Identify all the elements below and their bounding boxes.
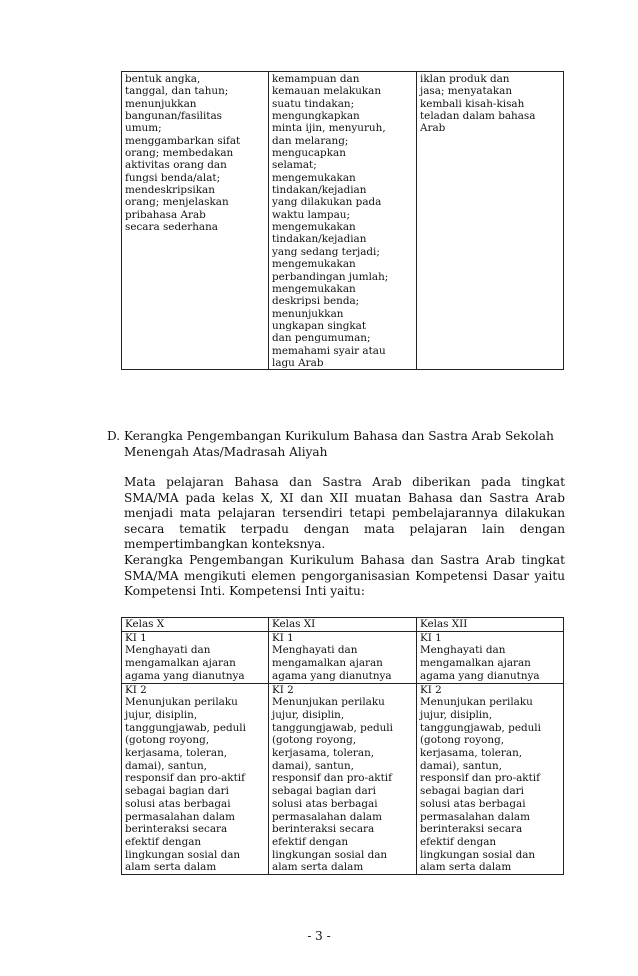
table-cell bbox=[417, 683, 564, 875]
ki-text: Menunjukan perilaku jujur, disiplin, tanggungjawab, peduli (gotong royong, kerjasama, toleran, damai), santun, responsif dan pro-aktif sebagai bagian dari solusi atas berbagai permasalahan dalam berinteraksi secara efektif dengan lingkungan sosial dan alam serta dalam bbox=[420, 696, 541, 874]
ki-text: Menunjukan perilaku jujur, disiplin, tanggungjawab, peduli (gotong royong, kerjasama, toleran, damai), santun, responsif dan pro-aktif sebagai bagian dari solusi atas berbagai permasalahan dalam berinteraksi secara efektif dengan lingkungan sosial dan alam serta dalam bbox=[125, 696, 246, 874]
ki-text: Menghayati dan mengamalkan ajaran agama yang dianutnya bbox=[125, 644, 245, 682]
ki-text: Menghayati dan mengamalkan ajaran agama yang dianutnya bbox=[420, 644, 540, 682]
table-row bbox=[122, 683, 564, 875]
table-cell: iklan produk dan jasa; menyatakan kembali kisah-kisah teladan dalam bahasa Arab bbox=[417, 72, 564, 370]
table-row bbox=[122, 631, 564, 683]
table-cell bbox=[122, 631, 269, 683]
column-header: Kelas XI bbox=[269, 618, 417, 632]
ki-label: KI 2 bbox=[125, 683, 147, 696]
table-row bbox=[122, 72, 564, 370]
table-cell bbox=[417, 631, 564, 683]
kompetensi-inti-table bbox=[121, 617, 564, 875]
ki-text: Menghayati dan mengamalkan ajaran agama yang dianutnya bbox=[272, 644, 392, 682]
table-cell bbox=[269, 683, 417, 875]
ki-label: KI 1 bbox=[272, 631, 294, 644]
section-title: Kerangka Pengembangan Kurikulum Bahasa dan Sastra Arab Sekolah Menengah Atas/Madrasah Aliyah bbox=[124, 429, 554, 459]
table-cell: bentuk angka, tanggal, dan tahun; menunjukkan bangunan/fasilitas umum; menggambarkan sifat orang; membedakan aktivitas orang dan fungsi benda/alat; mendeskripsikan orang; menjelaskan pribahasa Arab secara sederhana bbox=[122, 72, 269, 370]
column-header: Kelas X bbox=[122, 618, 269, 632]
column-header: Kelas XII bbox=[417, 618, 564, 632]
ki-label: KI 1 bbox=[125, 631, 147, 644]
ki-label: KI 1 bbox=[420, 631, 442, 644]
table-cell: kemampuan dan kemauan melakukan suatu tindakan; mengungkapkan minta ijin, menyuruh, dan melarang; mengucapkan selamat; mengemukakan tindakan/kejadian yang dilakukan pada waktu lampau; mengemukakan tindakan/kejadian yang sedang terjadi; mengemukakan perbandingan jumlah; mengemukakan deskripsi benda; menunjukkan ungkapan singkat dan pengumuman; memahami syair atau lagu Arab bbox=[269, 72, 417, 370]
section-d-heading bbox=[107, 429, 567, 460]
section-letter: D. bbox=[107, 429, 121, 443]
table-cell bbox=[122, 683, 269, 875]
ki-label: KI 2 bbox=[420, 683, 442, 696]
paragraph: Mata pelajaran Bahasa dan Sastra Arab diberikan pada tingkat SMA/MA pada kelas X, XI dan XII muatan Bahasa dan Sastra Arab menjadi mata pelajaran tersendiri tetapi pembelajarannya dilakukan secara tematik terpadu dengan mata pelajaran lain dengan mempertimbangkan konteksnya. bbox=[124, 475, 565, 551]
paragraph: Kerangka Pengembangan Kurikulum Bahasa dan Sastra Arab tingkat SMA/MA mengikuti elemen pengorganisasian Kompetensi Dasar yaitu Kompetensi Inti. Kompetensi Inti yaitu: bbox=[124, 553, 565, 598]
table-header-row bbox=[122, 618, 564, 632]
ki-text: Menunjukan perilaku jujur, disiplin, tanggungjawab, peduli (gotong royong, kerjasama, toleran, damai), santun, responsif dan pro-aktif sebagai bagian dari solusi atas berbagai permasalahan dalam berinteraksi secara efektif dengan lingkungan sosial dan alam serta dalam bbox=[272, 696, 393, 874]
ki-label: KI 2 bbox=[272, 683, 294, 696]
competency-continuation-table bbox=[121, 71, 564, 370]
page-number: - 3 - bbox=[307, 929, 331, 943]
table-cell bbox=[269, 631, 417, 683]
